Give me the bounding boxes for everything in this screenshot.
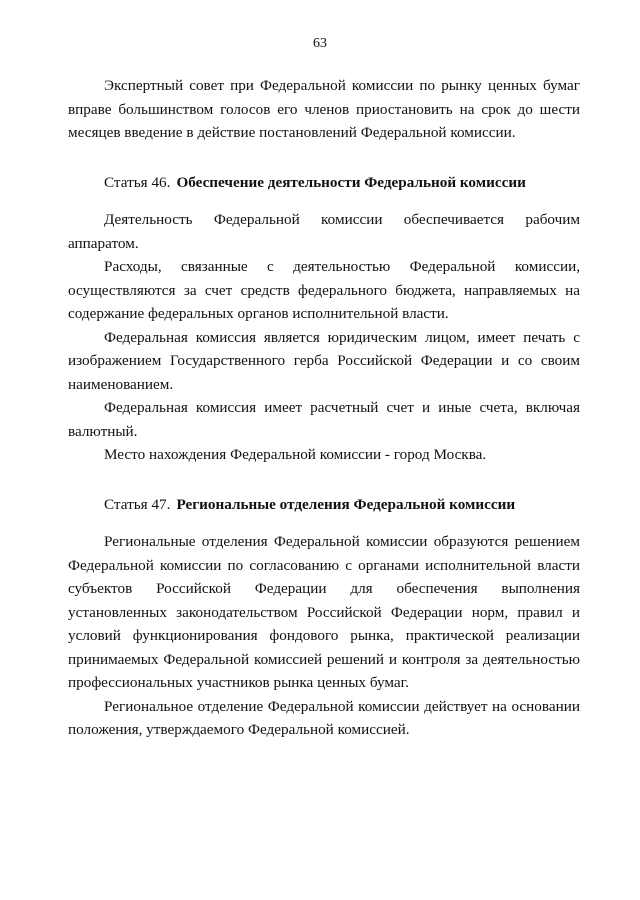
article-47-paragraph: Региональное отделение Федеральной комиссии действует на основании положения, утверждаемого Федеральной комиссией. [68,697,580,738]
article-47-number: Статья 47. [104,495,171,513]
article-46-paragraph: Деятельность Федеральной комиссии обеспечивается рабочим аппаратом. [68,211,580,252]
page-number: 63 [313,36,327,51]
document-body [68,74,580,742]
article-46-paragraph: Федеральная комиссия имеет расчетный счет и иные счета, включая валютный. [68,399,580,440]
article-46-paragraph: Место нахождения Федеральной комиссии - город Москва. [104,446,487,463]
article-46-number: Статья 46. [104,173,171,191]
intro-paragraph: Экспертный совет при Федеральной комиссии по рынку ценных бумаг вправе большинством голосов его членов приостановить на срок до шести месяцев введение в действие постановлений Федеральной комиссии. [68,77,580,141]
article-46-title: Обеспечение деятельности Федеральной комиссии [176,173,526,191]
article-47-paragraph: Региональные отделения Федеральной комиссии образуются решением Федеральной комиссии по согласованию с органами исполнительной власти субъектов Российской Федерации для обеспечения выполнения установленных законодательством Российской Федерации норм, правил и условий функционирования фондового рынка, практической реализации принимаемых Федеральной комиссией решений и контроля за деятельностью профессиональных участников рынка ценных бумаг. [68,533,580,691]
article-46-paragraph: Федеральная комиссия является юридическим лицом, имеет печать с изображением Государственного герба Российской Федерации и со своим наименованием. [68,328,580,393]
article-46-paragraph: Расходы, связанные с деятельностью Федеральной комиссии, осуществляются за счет средств федерального бюджета, направляемых на содержание федеральных органов исполнительной власти. [68,258,580,322]
article-47-heading [68,493,580,517]
article-47-title: Региональные отделения Федеральной комиссии [176,495,516,513]
article-46-heading [68,171,580,195]
